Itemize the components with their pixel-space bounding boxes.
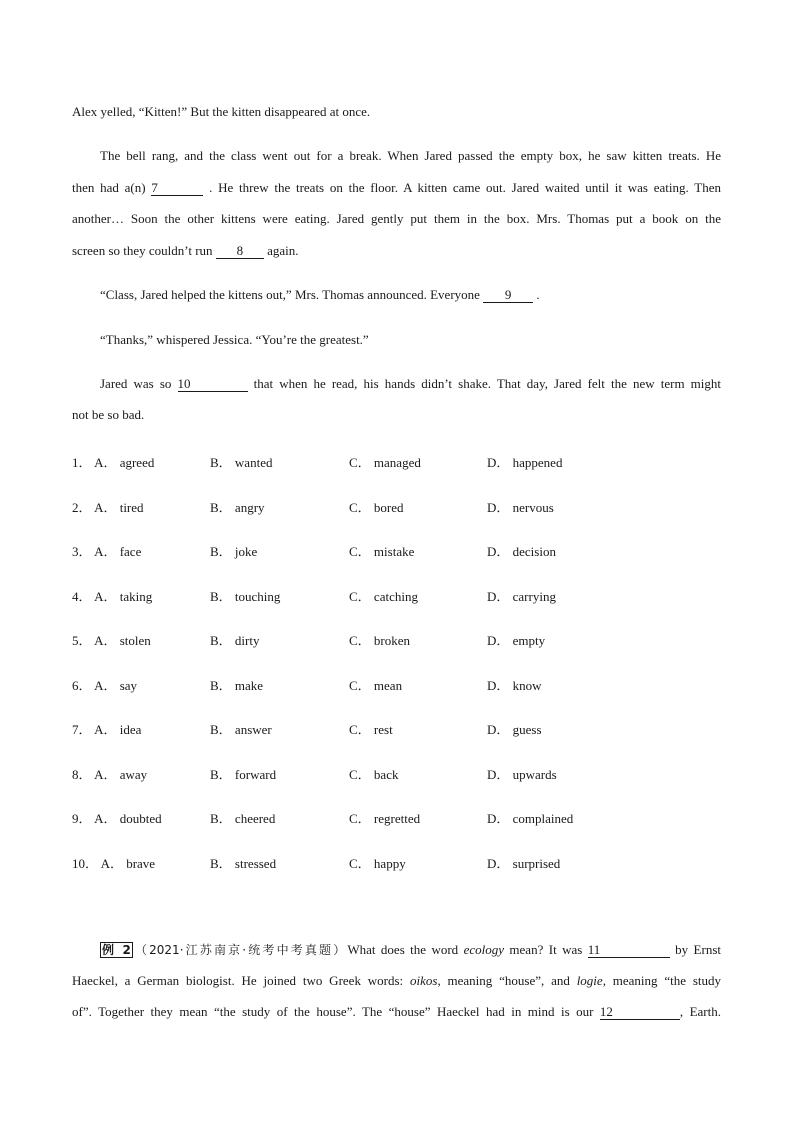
text-segment: . — [533, 287, 540, 302]
question-number-and-option-a — [72, 541, 141, 560]
question-number: 3． — [72, 544, 92, 559]
example-2-line-3 — [72, 1004, 721, 1020]
option-d: D． guess — [487, 722, 542, 737]
option-d: D． nervous — [487, 500, 554, 515]
source-label: （2021·江苏南京·统考中考真题） — [132, 943, 348, 957]
question-number: 1． — [72, 455, 92, 470]
text-segment: . He threw the treats on the floor. A kitten came out. Jared waited until it was eating. Then — [203, 180, 721, 195]
option-c: C． mistake — [349, 544, 415, 559]
text-segment: Haeckel, a German biologist. He joined two Greek words: — [72, 973, 410, 988]
text-segment: of”. Together they mean “the study of the house”. The “house” Haeckel had in mind is our — [72, 1004, 600, 1019]
option-c: C． managed — [349, 455, 421, 470]
question-row — [72, 853, 632, 869]
paragraph-4: “Thanks,” whispered Jessica. “You’re the greatest.” — [100, 332, 369, 347]
option-c: C． rest — [349, 722, 393, 737]
option-c: C． regretted — [349, 811, 421, 826]
example-2-line-2 — [72, 973, 721, 989]
paragraph-2-line-4 — [72, 243, 298, 259]
blank-9: 9 — [483, 288, 533, 303]
question-row — [72, 452, 632, 468]
word-ecology: ecology — [463, 942, 505, 957]
option-b: B． dirty — [210, 633, 260, 648]
question-row — [72, 497, 632, 513]
blank-8: 8 — [216, 244, 264, 259]
paragraph-5-line-1 — [100, 376, 721, 392]
text-segment: , meaning “the study — [602, 973, 722, 988]
question-number: 5． — [72, 633, 92, 648]
blank-11: 11 — [588, 943, 670, 958]
option-d: D． happened — [487, 455, 563, 470]
question-number-and-option-a — [72, 630, 151, 649]
blank-10: 10 — [178, 377, 248, 392]
option-b: B． angry — [210, 500, 265, 515]
question-number: 9． — [72, 811, 92, 826]
question-number-and-option-a — [72, 675, 137, 694]
option-d: D． decision — [487, 544, 556, 559]
question-number: 8． — [72, 767, 92, 782]
option-a: A． doubted — [94, 811, 162, 826]
option-d: D． surprised — [487, 856, 561, 871]
option-c: C． bored — [349, 500, 404, 515]
question-number: 2． — [72, 500, 92, 515]
option-a: A． say — [94, 678, 138, 693]
word-logie: logie — [576, 973, 603, 988]
text-segment: then had a(n) — [72, 180, 152, 195]
option-b: B． wanted — [210, 455, 273, 470]
text-segment: Jared was so — [100, 376, 178, 391]
text-segment: “Class, Jared helped the kittens out,” Mrs. Thomas announced. Everyone — [100, 287, 484, 302]
question-number: 4． — [72, 589, 92, 604]
text-segment: What does the word — [347, 942, 464, 957]
text-segment: again. — [263, 243, 299, 258]
question-row — [72, 586, 632, 602]
example-2-line-1 — [100, 942, 721, 958]
option-b: B． joke — [210, 544, 258, 559]
question-number-and-option-a — [72, 497, 144, 516]
question-row — [72, 719, 632, 735]
option-c: C． happy — [349, 856, 406, 871]
question-number: 7． — [72, 722, 92, 737]
text-segment: that when he read, his hands didn’t shake. That day, Jared felt the new term might — [247, 376, 721, 391]
question-row — [72, 808, 632, 824]
question-number-and-option-a — [72, 764, 147, 783]
question-row — [72, 675, 632, 691]
text-segment: , meaning “house”, and — [437, 973, 577, 988]
option-b: B． forward — [210, 767, 277, 782]
blank-12: 12 — [600, 1005, 680, 1020]
text-segment: mean? It was — [504, 942, 588, 957]
option-a: A． agreed — [94, 455, 155, 470]
option-a: A． idea — [94, 722, 142, 737]
question-row — [72, 764, 632, 780]
option-a: A． tired — [94, 500, 144, 515]
question-number: 10． — [72, 856, 99, 871]
question-number-and-option-a — [72, 452, 154, 471]
paragraph-2-line-2 — [72, 180, 721, 196]
paragraph-2-line-1: The bell rang, and the class went out for a break. When Jared passed the empty box, he saw kitten treats. He — [100, 148, 721, 163]
word-oikos: oikos — [410, 973, 438, 988]
question-row — [72, 630, 632, 646]
option-c: C． mean — [349, 678, 403, 693]
option-a: A． face — [94, 544, 142, 559]
option-b: B． cheered — [210, 811, 276, 826]
question-row — [72, 541, 632, 557]
blank-7: 7 — [151, 181, 203, 196]
paragraph-2-line-3: another… Soon the other kittens were eating. Jared gently put them in the box. Mrs. Thomas put a book on the — [72, 211, 721, 226]
text-segment: , Earth. — [679, 1004, 722, 1019]
option-d: D． complained — [487, 811, 574, 826]
question-number-and-option-a — [72, 719, 141, 738]
option-b: B． touching — [210, 589, 281, 604]
option-d: D． upwards — [487, 767, 557, 782]
option-b: B． make — [210, 678, 264, 693]
text-segment: screen so they couldn’t run — [72, 243, 216, 258]
paragraph-3 — [100, 287, 540, 303]
question-number-and-option-a — [72, 808, 162, 827]
option-d: D． empty — [487, 633, 546, 648]
option-c: C． catching — [349, 589, 418, 604]
option-a: A． stolen — [94, 633, 151, 648]
option-a: A． away — [94, 767, 148, 782]
passage-line-1: Alex yelled, “Kitten!” But the kitten disappeared at once. — [72, 104, 371, 119]
question-number-and-option-a — [72, 853, 155, 872]
option-a: A． brave — [100, 856, 156, 871]
option-d: D． carrying — [487, 589, 556, 604]
example-tag: 例 2 — [102, 943, 131, 957]
option-c: C． back — [349, 767, 399, 782]
paragraph-5-line-2: not be so bad. — [72, 407, 145, 422]
option-d: D． know — [487, 678, 542, 693]
question-number: 6． — [72, 678, 92, 693]
option-b: B． stressed — [210, 856, 277, 871]
option-b: B． answer — [210, 722, 272, 737]
question-number-and-option-a — [72, 586, 152, 605]
option-c: C． broken — [349, 633, 411, 648]
text-segment: by Ernst — [669, 942, 721, 957]
option-a: A． taking — [94, 589, 153, 604]
